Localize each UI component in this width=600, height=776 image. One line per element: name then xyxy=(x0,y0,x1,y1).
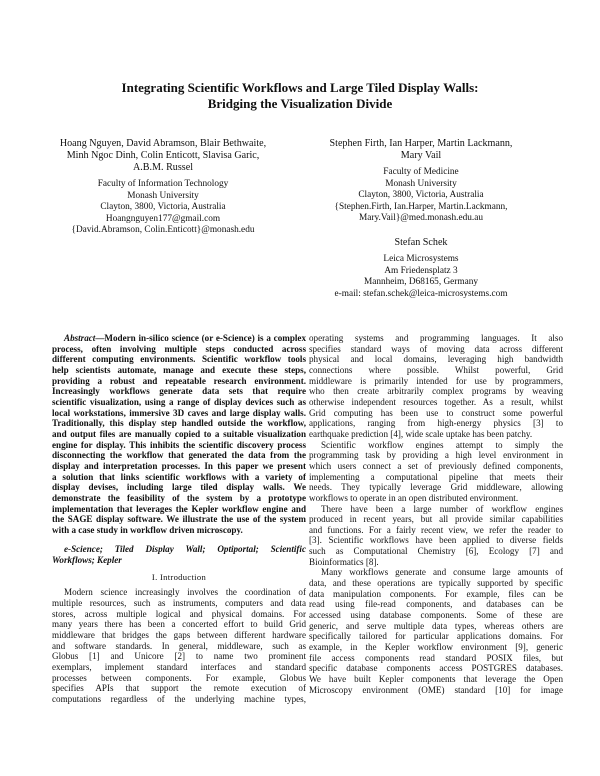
author-line: Stephen Firth, Ian Harper, Martin Lackmann, xyxy=(329,138,513,149)
paragraph xyxy=(309,567,563,695)
text-line: computations regardless of the underlying machine types, xyxy=(52,694,306,704)
text-line: which users connect a set of previously defined components, xyxy=(309,460,563,471)
text-line: We have built Kepler components that leverage the Open xyxy=(309,674,563,684)
paragraph xyxy=(309,440,563,504)
paper-title xyxy=(40,80,560,112)
text-line: applications, ranging from high-energy physics [3] to xyxy=(309,418,563,429)
text-line: specifies APIs that support the remote execution of xyxy=(52,683,306,694)
email-line: {David.Abramson, Colin.Enticott}@monash.edu xyxy=(71,225,255,235)
text-line: otherwise independent resources together. As a result, whilst xyxy=(309,396,563,407)
affiliation-line: Am Friedensplatz 3 xyxy=(384,265,458,276)
intro-paragraph xyxy=(52,587,306,704)
affiliation-line: Mannheim, D68165, Germany xyxy=(363,277,479,287)
text-line: Increasingly workflows generate data sets that require xyxy=(52,386,306,397)
affiliation-line: Clayton, 3800, Victoria, Australia xyxy=(358,190,484,200)
text-line: needs. They typically leverage Grid middleware, allowing xyxy=(309,482,563,493)
author-line: Stefan Schek xyxy=(394,237,448,248)
title-line-2: Bridging the Visualization Divide xyxy=(207,96,393,111)
email-line: e-mail: stefan.schek@leica-microsystems.com xyxy=(334,288,508,299)
text-line: who then create arbitrarily complex programs by weaving xyxy=(309,386,563,397)
text-line: data manipulation components. For example, files can be xyxy=(309,588,563,599)
text-line: data, and these operations are typically supported by specific xyxy=(309,578,563,589)
email-line: {Stephen.Firth, Ian.Harper, Martin.Lackmann, xyxy=(334,201,508,212)
affiliation-left xyxy=(36,138,290,237)
title-line-1: Integrating Scientific Workflows and Large Tiled Display Walls: xyxy=(121,80,479,95)
author-line: Mary Vail xyxy=(400,150,442,161)
abstract-text: —Modern in-silico science (or e-Science) is a complex xyxy=(95,333,306,343)
text-line: specifically tailored for particular applications domains. For xyxy=(309,631,563,642)
text-line: display and interpretation processes. In this paper we present xyxy=(52,460,306,471)
text-line: file access components read standard POSIX files, but xyxy=(309,652,563,663)
text-line: Microscopy environment (OME) standard [10] for image xyxy=(309,684,563,695)
affiliation-line: Faculty of Medicine xyxy=(383,167,459,177)
abstract-label: Abstract xyxy=(64,333,96,343)
text-line: Traditionally, this display step handled outside the workflow, xyxy=(52,418,306,429)
section-heading: I. Introduction xyxy=(151,571,207,582)
text-line: Globus [1] and Unicore [2] to name two prominent xyxy=(52,651,306,662)
text-line: engine for display. This inhibits the scientific discovery process xyxy=(52,439,306,450)
text-line: help scientists automate, manage and execute these steps, xyxy=(52,364,306,375)
text-line: many years there has been a concerted effort to build Grid xyxy=(52,619,306,630)
email-line: Mary.Vail}@med.monash.edu.au xyxy=(359,213,483,223)
text-line: workflows to operate in an open distributed environment. xyxy=(309,492,519,503)
text-line: local workstations, immersive 3D caves and large display walls. xyxy=(52,407,306,418)
abstract-body xyxy=(52,344,306,536)
affiliation-right-top xyxy=(294,138,548,225)
text-line: produced in recent years, but all provide similar capabilities xyxy=(309,514,563,525)
text-line: exemplars, implement standard interfaces and standard xyxy=(52,662,306,673)
author-line: Hoang Nguyen, David Abramson, Blair Bethwaite, xyxy=(59,138,267,149)
text-line: middleware is primarily intended for use by programmers, xyxy=(309,375,563,386)
text-line: Bioinformatics [8]. xyxy=(309,556,379,567)
affiliation-line: Clayton, 3800, Victoria, Australia xyxy=(100,202,226,212)
text-line: read using file-read components, and databases can be xyxy=(309,599,563,610)
text-line: earthquake prediction [4], wide scale uptake has been patchy. xyxy=(309,428,533,439)
text-line: the SAGE display software. We illustrate the use of the system xyxy=(52,514,306,525)
text-line: specific database components access POSTGRES databases. xyxy=(309,663,563,674)
text-line: There have been a large number of workflow engines xyxy=(321,503,563,514)
affiliation-line: Faculty of Information Technology xyxy=(97,179,229,189)
text-line: display devises, including large tiled display walls. We xyxy=(52,482,306,493)
affiliation-line: Monash University xyxy=(385,178,457,189)
paragraph xyxy=(309,504,563,568)
text-line: implementation that leverages the Kepler workflow engine and xyxy=(52,503,306,514)
text-line: [3]. Scientific workflows have been applied to diverse fields xyxy=(309,535,563,546)
text-line: scientific visualization, using a range of display devices such as xyxy=(52,396,306,407)
text-line: physical and local domains, leveraging high bandwidth xyxy=(309,354,563,365)
author-line: A.B.M. Russel xyxy=(132,162,193,173)
text-line: Modern science increasingly involves the coordination of xyxy=(64,587,306,598)
text-line: stores, across multiple logical and physical domains. For xyxy=(52,608,306,619)
text-line: programming task by providing a high level environment in xyxy=(309,450,563,461)
text-line: middleware that bridges the gaps between different hardware xyxy=(52,630,306,641)
text-line: generic, and serve multiple data types, whereas others are xyxy=(309,620,563,631)
text-line: and functions. For a fairly recent view, we refer the reader to xyxy=(309,524,563,535)
text-line: and output files are manually copied to a suitable visualization xyxy=(52,428,306,439)
right-column xyxy=(309,333,563,695)
text-line: process, often involving multiple steps conducted across xyxy=(52,343,306,354)
text-line: Many workflows generate and consume large amounts of xyxy=(321,567,563,578)
email-line: Hoangnguyen177@gmail.com xyxy=(105,213,221,224)
text-line: demonstrate the feasibility of the system by a prototype xyxy=(52,492,306,503)
keywords-line: e-Science; Tiled Display Wall; Optiportal; Scientific xyxy=(64,544,306,555)
text-line: such as Computational Chemistry [6], Ecology [7] and xyxy=(309,546,563,557)
affiliation-right-bottom xyxy=(294,237,548,300)
text-line: Scientific workflow engines attempt to simply the xyxy=(321,439,563,450)
keywords-line: Workflows; Kepler xyxy=(52,555,122,566)
left-column xyxy=(52,333,306,705)
affiliation-line: Leica Microsystems xyxy=(383,254,459,264)
text-line: multiple resources, such as instruments, computers and data xyxy=(52,598,306,609)
text-line: accessed using database components. Some of these are xyxy=(309,610,563,621)
text-line: processes between components. For example, Globus xyxy=(52,672,306,683)
text-line: implementing a computational pipeline that meets their xyxy=(309,471,563,482)
text-line: connections where possible. Whilst powerful, Grid xyxy=(309,364,563,375)
text-line: disconnecting the workflow that generated the data from the xyxy=(52,450,306,461)
text-line: specifies standard ways of moving data across different xyxy=(309,343,563,354)
text-line: example, in the Kepler workflow environment [9], generic xyxy=(309,642,563,653)
affiliation-line: Monash University xyxy=(127,190,199,201)
text-line: operating systems and programming languages. It also xyxy=(309,333,563,343)
author-line: Minh Ngoc Dinh, Colin Enticott, Slavisa Garic, xyxy=(66,150,260,161)
abstract-first-line xyxy=(52,333,306,344)
text-line: a solution that links scientific workflows with a variety of xyxy=(52,471,306,482)
paragraph xyxy=(309,333,563,440)
text-line: different computing environments. Scientific workflow tools xyxy=(52,354,306,365)
text-line: with a case study in workflow driven microscopy. xyxy=(52,524,243,535)
text-line: providing a robust and repeatable research environment. xyxy=(52,375,306,386)
text-line: and software standards. In general, middleware, such as xyxy=(52,640,306,651)
text-line: Grid computing has been use to construct some powerful xyxy=(309,407,563,418)
